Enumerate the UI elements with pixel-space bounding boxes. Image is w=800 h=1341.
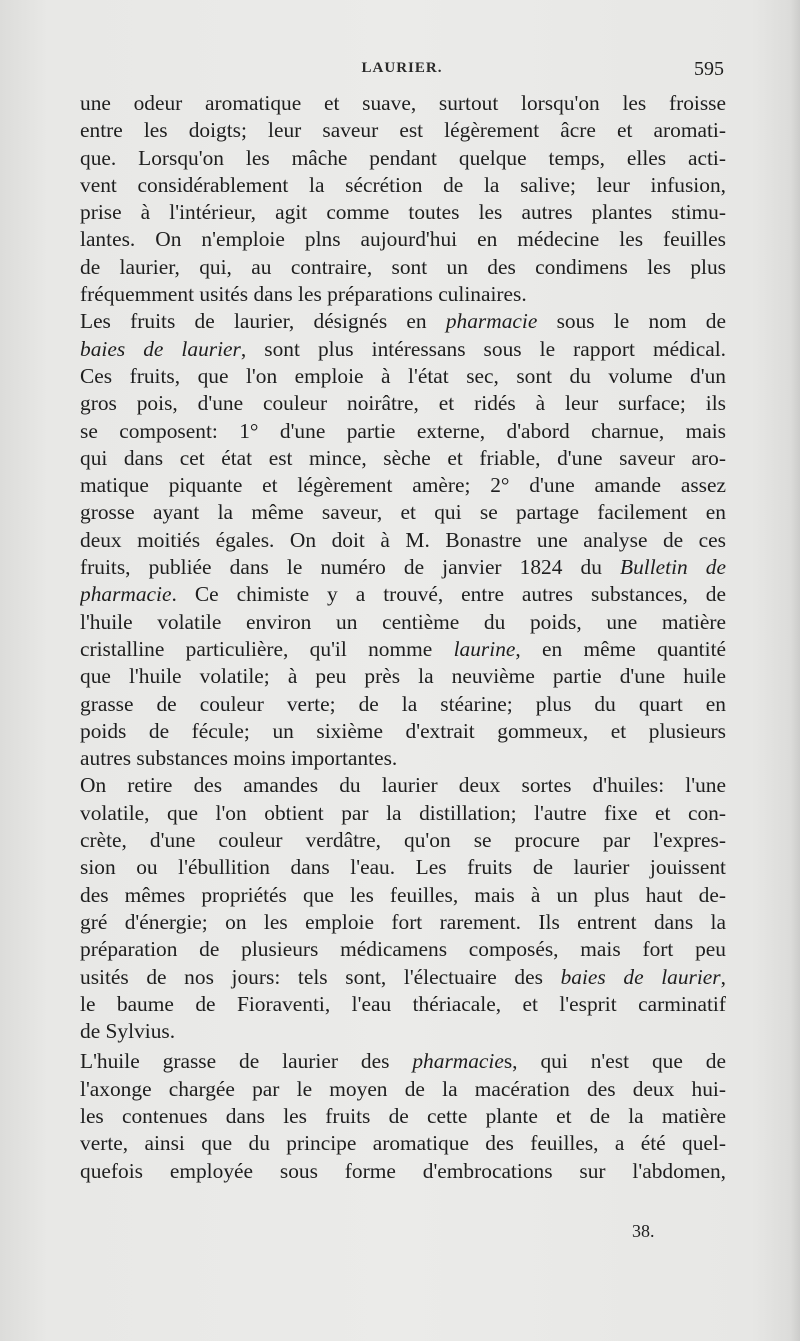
text-line: de Sylvius. [80, 1019, 176, 1044]
text-line: vent considérablement la sécrétion de la salive; leur infusion, [80, 172, 726, 197]
text-line: le baume de Fioraventi, l'eau thériacale, et l'esprit carminatif [80, 991, 726, 1016]
text-line: Ces fruits, que l'on emploie à l'état sec, sont du volume d'un [80, 363, 726, 388]
text-line: L'huile grasse de laurier des pharmacies, qui n'est que de [80, 1049, 726, 1074]
text-line: de laurier, qui, au contraire, sont un des condimens les plus [80, 254, 726, 279]
text-line: On retire des amandes du laurier deux sortes d'huiles: l'une [80, 773, 726, 798]
text-line: fruits, publiée dans le numéro de janvier 1824 du Bulletin de [80, 555, 726, 580]
text-line: les contenues dans les fruits de cette plante et de la matière [80, 1103, 726, 1128]
running-title: LAURIER. [361, 60, 443, 76]
text-line: que l'huile volatile; à peu près la neuvième partie d'une huile [80, 664, 726, 689]
text-line: lantes. On n'emploie plns aujourd'hui en médecine les feuilles [80, 227, 726, 252]
signature-mark: 38. [632, 1221, 655, 1241]
body-text [80, 90, 726, 1185]
text-line: grasse de couleur verte; de la stéarine; plus du quart en [80, 691, 726, 716]
text-line: se composent: 1° d'une partie externe, d'abord charnue, mais [80, 418, 726, 443]
text-line: autres substances moins importantes. [80, 746, 398, 771]
text-line: Les fruits de laurier, désignés en pharmacie sous le nom de [80, 309, 726, 334]
text-line: gros pois, d'une couleur noirâtre, et ridés à leur surface; ils [80, 391, 726, 416]
text-line: gré d'énergie; on les emploie fort rarement. Ils entrent dans la [80, 909, 726, 934]
page-edge-shadow [790, 0, 800, 1341]
text-line: prise à l'intérieur, agit comme toutes les autres plantes stimu- [80, 200, 726, 225]
text-line: matique piquante et légèrement amère; 2° d'une amande assez [80, 473, 726, 498]
text-line: crète, d'une couleur verdâtre, qu'on se procure par l'expres- [80, 828, 726, 853]
text-line: l'huile volatile environ un centième du poids, une matière [80, 609, 726, 634]
text-line: qui dans cet état est mince, sèche et friable, d'une saveur aro- [80, 445, 726, 470]
text-line: préparation de plusieurs médicamens composés, mais fort peu [80, 937, 726, 962]
text-line: usités de nos jours: tels sont, l'électuaire des baies de laurier, [80, 964, 726, 989]
text-line: baies de laurier, sont plus intéressans sous le rapport médical. [80, 336, 726, 361]
text-line: une odeur aromatique et suave, surtout lorsqu'on les froisse [80, 91, 726, 115]
text-line: l'axonge chargée par le moyen de la macération des deux hui- [80, 1076, 726, 1101]
text-line: quefois employée sous forme d'embrocations sur l'abdomen, [80, 1158, 726, 1183]
text-line: verte, ainsi que du principe aromatique des feuilles, a été quel- [80, 1131, 726, 1156]
text-line: poids de fécule; un sixième d'extrait gommeux, et plusieurs [80, 718, 726, 743]
text-line: fréquemment usités dans les préparations culinaires. [80, 282, 527, 307]
text-line: deux moitiés égales. On doit à M. Bonastre une analyse de ces [80, 527, 726, 552]
text-line: des mêmes propriétés que les feuilles, mais à un plus haut de- [80, 882, 726, 907]
text-line: grosse ayant la même saveur, et qui se partage facilement en [80, 500, 726, 525]
text-line: entre les doigts; leur saveur est légèrement âcre et aromati- [80, 118, 726, 143]
text-line: sion ou l'ébullition dans l'eau. Les fruits de laurier jouissent [80, 855, 726, 880]
text-line: volatile, que l'on obtient par la distillation; l'autre fixe et con- [80, 800, 726, 825]
text-line: cristalline particulière, qu'il nomme laurine, en même quantité [80, 636, 726, 661]
text-line: que. Lorsqu'on les mâche pendant quelque temps, elles acti- [80, 145, 726, 170]
page-number: 595 [694, 58, 724, 80]
text-line: pharmacie. Ce chimiste y a trouvé, entre autres substances, de [80, 582, 726, 607]
running-head [80, 60, 724, 86]
